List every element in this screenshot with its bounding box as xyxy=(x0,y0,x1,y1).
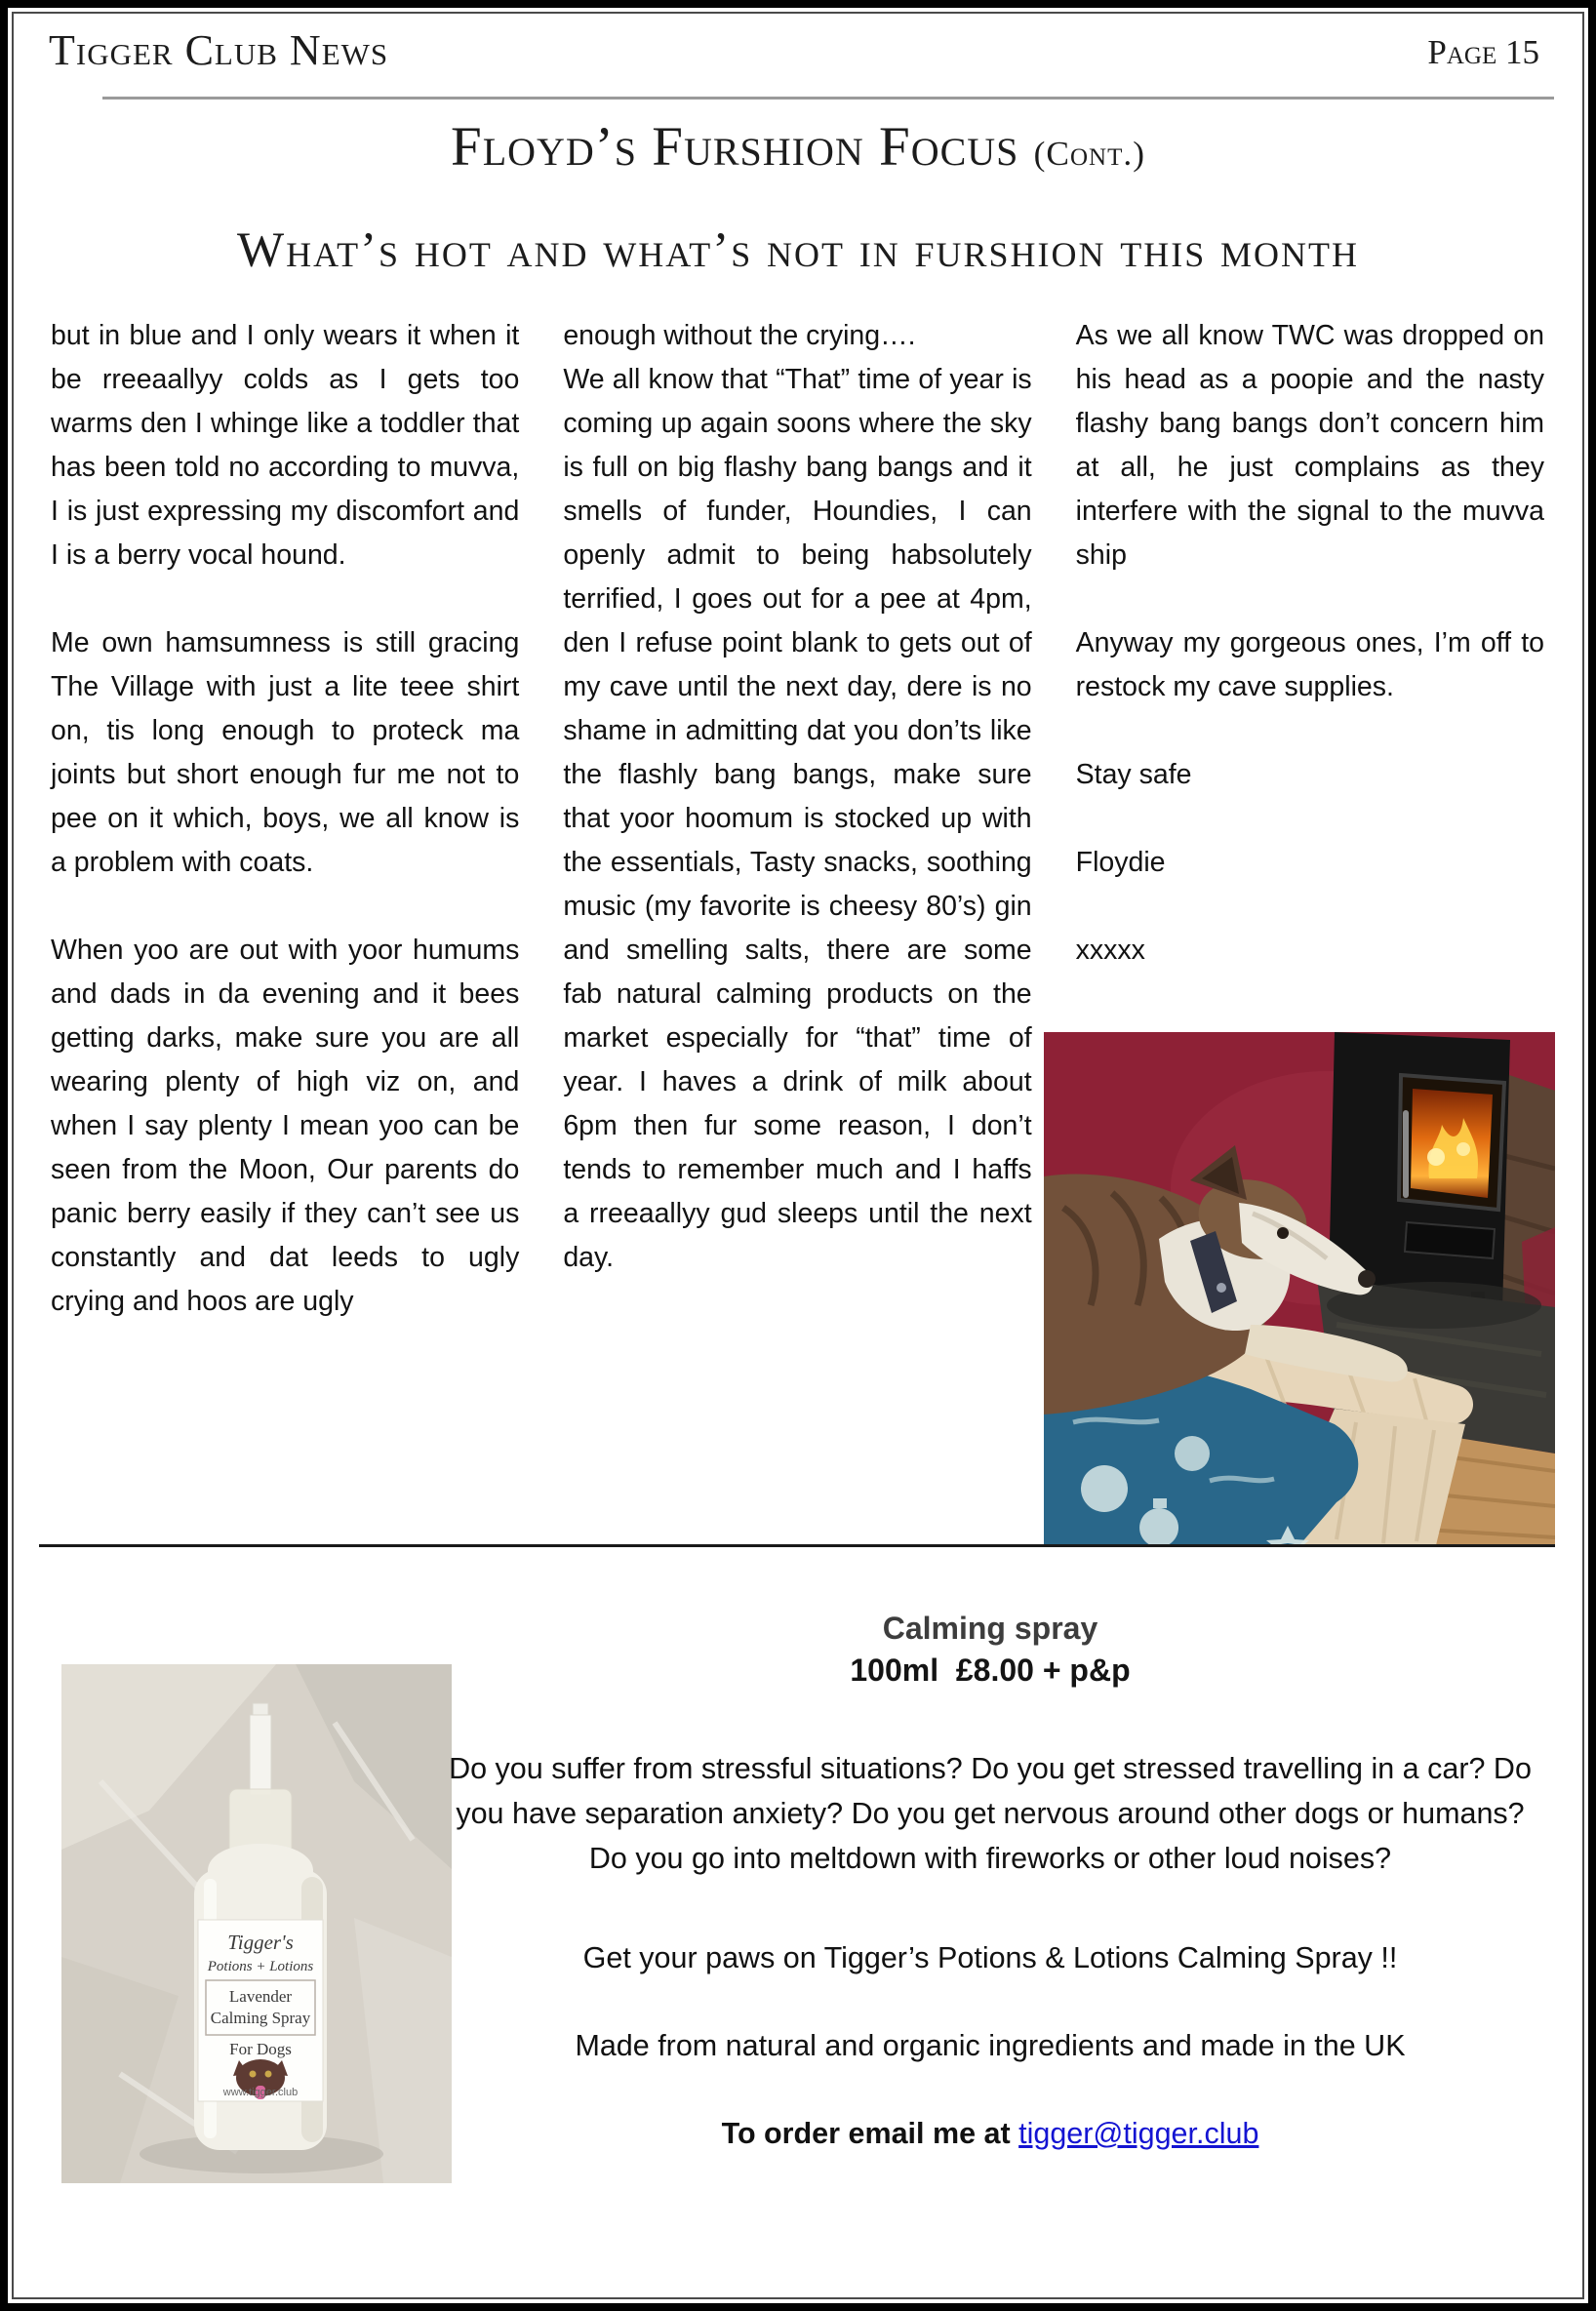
masthead-title: Tigger Club News xyxy=(49,26,389,74)
signature-kisses: xxxxx xyxy=(1075,935,1145,966)
signature-name: Floydie xyxy=(1075,847,1166,878)
col3-paragraph-2: Anyway my gorgeous ones, I’m off to restock my cave supplies. xyxy=(1075,627,1544,702)
col1-paragraph-3: When yoo are out with yoor humums and dads in da evening and it bees getting darks, make sure you are all wearing plenty of high viz on, and when I say plenty I mean yoo can be seen from the Moon, Our parents do panic berry easily if they can’t see us constantly and dat leeds to ugly crying and hoos are ugly xyxy=(51,935,520,1317)
label-product-line1: Lavender xyxy=(228,1987,293,2006)
header-rule xyxy=(102,97,1554,100)
advert-cta: Get your paws on Tigger’s Potions & Lotions Calming Spray !! xyxy=(582,1941,1398,1974)
col1-paragraph-2: Me own hamsumness is still gracing The Village with just a lite teee shirt on, tis long enough to proteck ma joints but short enough fur me not to pee on it which, boys, we all know is a problem with coats. xyxy=(51,627,520,878)
label-product-line2: Calming Spray xyxy=(210,2009,311,2027)
col1-paragraph-1: but in blue and I only wears it when it be rreeaallyy colds as I gets too warms den I whinge like a toddler that has been told no according to muvva, I is just expressing my discomfort and I is a berry vocal hound. xyxy=(51,320,520,571)
dog-fireplace-photo xyxy=(1044,1032,1555,1545)
col2-paragraph-2: We all know that “That” time of year is coming up again soons where the sky is full on big flashy bang bangs and it smells of funder, Houndies, I can openly admit to being habsolutely terrified, I goes out for a pee at 4pm, den I refuse point blank to gets out of my cave until the next day, dere is no shame in admitting dat you don’ts like the flashly bang bangs, make sure that yoor hoomum is stocked up with the essentials, Tasty snacks, soothing music (my favorite is cheesy 80’s) gin and smelling salts, there are some fab natural calming products on the market especially for “that” time of year. I haves a drink of milk about 6pm then fur some reason, I don’t tends to remember much and I haffs a rreeaallyy gud sleeps until the next day. xyxy=(563,364,1032,1273)
order-email-link[interactable]: tigger@tigger.club xyxy=(1018,2117,1259,2150)
dog-fireplace-photo-art xyxy=(1044,1032,1555,1545)
advert-product-title: Calming spray xyxy=(882,1611,1098,1646)
col2-paragraph-1: enough without the crying…. xyxy=(563,320,916,351)
col3-paragraph-3: Stay safe xyxy=(1075,759,1192,790)
label-brand-line1: Tigger's xyxy=(227,1931,294,1954)
calming-spray-bottle-art xyxy=(61,1664,452,2183)
advert-pitch: Do you suffer from stressful situations? Do you get stressed travelling in a car? Do you have separation anxiety? Do you get nervous around other dogs or humans? Do you go into meltdown with fireworks or other loud noises? xyxy=(449,1752,1532,1875)
label-for-line: For Dogs xyxy=(229,2040,292,2058)
advert-section xyxy=(444,1608,1536,2154)
calming-spray-bottle-photo xyxy=(61,1664,452,2183)
advert-order-line xyxy=(444,2113,1536,2154)
section-divider xyxy=(39,1544,1555,1547)
column-2 xyxy=(563,314,1031,1368)
col3-paragraph-1: As we all know TWC was dropped on his head as a poopie and the nasty flashy bang bangs don’t concern him at all, he just complains as they interfere with the signal to the muvva ship xyxy=(1075,320,1544,571)
advert-made-in: Made from natural and organic ingredients and made in the UK xyxy=(575,2029,1406,2062)
label-brand-line2: Potions + Lotions xyxy=(207,1959,314,1974)
article-title xyxy=(0,115,1596,179)
article-title-main: Floyd’s Furshion Focus xyxy=(451,116,1019,178)
order-prefix: To order email me at xyxy=(721,2117,1011,2150)
column-1 xyxy=(51,314,519,1368)
article-subtitle: What’s hot and what’s not in furshion this month xyxy=(236,223,1360,278)
page-number: Page 15 xyxy=(1427,33,1539,71)
label-website: www.tigger.club xyxy=(222,2087,299,2098)
article-title-cont: (Cont.) xyxy=(1033,135,1145,173)
advert-price: 100ml £8.00 + p&p xyxy=(850,1653,1131,1688)
